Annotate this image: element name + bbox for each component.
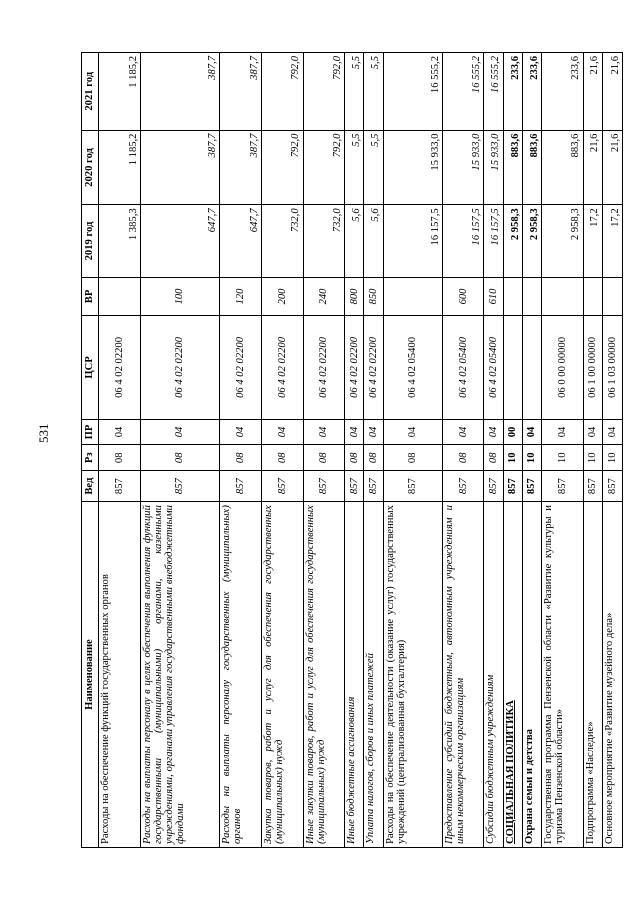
- row-name-text: Иные бюджетные ассигнования: [346, 696, 358, 844]
- amount-cell: 792,0: [261, 53, 303, 131]
- amount-cell: 17,2: [602, 205, 622, 277]
- code-cell: 06 1 03 00000: [602, 316, 622, 419]
- table-row: [99, 53, 141, 848]
- amount-cell: 387,7: [140, 53, 219, 131]
- table-row: [484, 53, 503, 848]
- row-name-text: Охрана семьи и детства: [523, 729, 535, 844]
- page-number: 531: [36, 423, 51, 443]
- code-cell: 240: [303, 277, 345, 316]
- code-cell: 600: [442, 277, 484, 316]
- amount-cell: 233,6: [503, 53, 522, 131]
- amount-cell: 732,0: [303, 205, 345, 277]
- amount-cell: 16 555,2: [484, 53, 503, 131]
- code-cell: 04: [383, 419, 442, 445]
- column-header: ПР: [82, 419, 99, 445]
- code-cell: [583, 277, 602, 316]
- code-cell: 850: [364, 277, 383, 316]
- amount-cell: 1 385,3: [99, 205, 141, 277]
- code-cell: 06 4 02 02200: [345, 316, 364, 419]
- code-cell: 08: [383, 445, 442, 471]
- code-cell: 10: [503, 445, 522, 471]
- table-row: [383, 53, 442, 848]
- amount-cell: 21,6: [583, 130, 602, 205]
- code-cell: 06 4 02 02200: [140, 316, 219, 419]
- amount-cell: 2 958,3: [503, 205, 522, 277]
- code-cell: 06 1 00 00000: [583, 316, 602, 419]
- amount-cell: 387,7: [220, 130, 262, 205]
- amount-cell: 5,5: [345, 130, 364, 205]
- column-header: Вед: [82, 471, 99, 502]
- code-cell: 200: [261, 277, 303, 316]
- row-name-cell: [261, 502, 303, 848]
- code-cell: 857: [484, 471, 503, 502]
- code-cell: 04: [583, 419, 602, 445]
- column-header: ВР: [82, 277, 99, 316]
- table-row: [140, 53, 219, 848]
- table-row: [303, 53, 345, 848]
- amount-cell: 647,7: [220, 205, 262, 277]
- row-name-cell: [484, 502, 503, 848]
- amount-cell: 21,6: [583, 53, 602, 131]
- code-cell: 08: [99, 445, 141, 471]
- amount-cell: 16 157,5: [484, 205, 503, 277]
- code-cell: 04: [220, 419, 262, 445]
- code-cell: 857: [303, 471, 345, 502]
- amount-cell: 883,6: [522, 130, 541, 205]
- column-header: 2020 год: [82, 130, 99, 205]
- code-cell: 00: [503, 419, 522, 445]
- row-name-text: Расходы на выплаты персоналу государственных (муниципальных) органов: [221, 505, 244, 844]
- row-name-cell: [383, 502, 442, 848]
- amount-cell: 2 958,3: [522, 205, 541, 277]
- code-cell: 610: [484, 277, 503, 316]
- row-name-text: Закупка товаров, работ и услуг для обеспечения государственных (муниципальных) нужд: [262, 505, 286, 844]
- code-cell: [541, 277, 583, 316]
- code-cell: [383, 277, 442, 316]
- row-name-text: Основное мероприятие «Развитие музейного дела»: [603, 612, 615, 844]
- row-name-cell: [99, 502, 141, 848]
- column-header: 2019 год: [82, 205, 99, 277]
- amount-cell: 1 185,2: [99, 53, 141, 131]
- code-cell: 10: [522, 445, 541, 471]
- code-cell: 04: [522, 419, 541, 445]
- code-cell: 10: [602, 445, 622, 471]
- amount-cell: 16 555,2: [442, 53, 484, 131]
- code-cell: 06 4 02 02200: [261, 316, 303, 419]
- amount-cell: 387,7: [140, 130, 219, 205]
- code-cell: 08: [303, 445, 345, 471]
- row-name-text: Подпрограмма «Наследие»: [584, 721, 596, 844]
- amount-cell: 792,0: [303, 130, 345, 205]
- amount-cell: 5,5: [364, 53, 383, 131]
- amount-cell: 16 555,2: [383, 53, 442, 131]
- row-name-cell: [503, 502, 522, 848]
- row-name-cell: [442, 502, 484, 848]
- table-row: [583, 53, 602, 848]
- code-cell: 10: [541, 445, 583, 471]
- row-name-cell: [602, 502, 622, 848]
- row-name-cell: [140, 502, 219, 848]
- table-row: [541, 53, 583, 848]
- column-header: 2021 год: [82, 53, 99, 131]
- amount-cell: 5,5: [364, 130, 383, 205]
- row-name-cell: [522, 502, 541, 848]
- code-cell: [503, 277, 522, 316]
- amount-cell: 16 157,5: [383, 205, 442, 277]
- row-name-text: Расходы на выплаты персоналу в целях обеспечения выполнения функций государственными (муниципальными) органами, казенными учреждениями, органами управления государственными внебюджетными фондами: [141, 505, 187, 844]
- code-cell: 857: [503, 471, 522, 502]
- code-cell: 06 4 02 05400: [442, 316, 484, 419]
- row-name-text: Предоставление субсидий бюджетным, автономным учреждениям и иным некоммерческим организациям: [443, 505, 466, 844]
- amount-cell: 15 933,0: [442, 130, 484, 205]
- code-cell: 857: [345, 471, 364, 502]
- amount-cell: 2 958,3: [541, 205, 583, 277]
- amount-cell: 16 157,5: [442, 205, 484, 277]
- code-cell: 06 4 02 05400: [383, 316, 442, 419]
- amount-cell: 5,6: [345, 205, 364, 277]
- amount-cell: 1 185,2: [99, 130, 141, 205]
- row-name-cell: [220, 502, 262, 848]
- column-header: Наименование: [82, 502, 99, 848]
- code-cell: 08: [140, 445, 219, 471]
- amount-cell: 792,0: [303, 53, 345, 131]
- table-container: [81, 52, 623, 848]
- amount-cell: 647,7: [140, 205, 219, 277]
- code-cell: 06 4 02 02200: [303, 316, 345, 419]
- code-cell: 04: [140, 419, 219, 445]
- code-cell: 857: [442, 471, 484, 502]
- code-cell: 04: [442, 419, 484, 445]
- row-name-cell: [303, 502, 345, 848]
- table-header-row: [82, 53, 99, 848]
- code-cell: 08: [442, 445, 484, 471]
- amount-cell: 15 933,0: [383, 130, 442, 205]
- code-cell: [522, 316, 541, 419]
- code-cell: 04: [484, 419, 503, 445]
- amount-cell: 792,0: [261, 130, 303, 205]
- code-cell: 857: [522, 471, 541, 502]
- amount-cell: 233,6: [522, 53, 541, 131]
- row-name-cell: [541, 502, 583, 848]
- code-cell: 857: [99, 471, 141, 502]
- code-cell: 857: [140, 471, 219, 502]
- code-cell: 06 4 02 05400: [484, 316, 503, 419]
- code-cell: 04: [99, 419, 141, 445]
- row-name-text: Государственная программа Пензенской области «Развитие культуры и туризма Пензенской области»: [542, 505, 566, 844]
- amount-cell: 732,0: [261, 205, 303, 277]
- table-row: [364, 53, 383, 848]
- table-row: [261, 53, 303, 848]
- amount-cell: 233,6: [541, 53, 583, 131]
- code-cell: 800: [345, 277, 364, 316]
- table-row: [345, 53, 364, 848]
- column-header: Рз: [82, 445, 99, 471]
- code-cell: 04: [602, 419, 622, 445]
- amount-cell: 5,6: [364, 205, 383, 277]
- amount-cell: 21,6: [602, 130, 622, 205]
- table-row: [602, 53, 622, 848]
- code-cell: 08: [345, 445, 364, 471]
- code-cell: 08: [220, 445, 262, 471]
- row-name-cell: [364, 502, 383, 848]
- table-row: [522, 53, 541, 848]
- code-cell: 04: [303, 419, 345, 445]
- row-name-text: Уплата налогов, сборов и иных платежей: [365, 653, 377, 844]
- row-name-cell: [583, 502, 602, 848]
- row-name-cell: [345, 502, 364, 848]
- row-name-text: СОЦИАЛЬНАЯ ПОЛИТИКА: [504, 700, 516, 844]
- code-cell: 04: [261, 419, 303, 445]
- code-cell: 08: [484, 445, 503, 471]
- code-cell: 857: [383, 471, 442, 502]
- amount-cell: 5,5: [345, 53, 364, 131]
- amount-cell: 883,6: [503, 130, 522, 205]
- code-cell: [503, 316, 522, 419]
- amount-cell: 15 933,0: [484, 130, 503, 205]
- column-header: ЦСР: [82, 316, 99, 419]
- table-row: [220, 53, 262, 848]
- code-cell: 04: [345, 419, 364, 445]
- code-cell: 04: [541, 419, 583, 445]
- code-cell: 06 4 02 02200: [220, 316, 262, 419]
- code-cell: [602, 277, 622, 316]
- table-row: [442, 53, 484, 848]
- code-cell: 08: [261, 445, 303, 471]
- code-cell: 08: [364, 445, 383, 471]
- code-cell: 04: [364, 419, 383, 445]
- code-cell: [99, 277, 141, 316]
- code-cell: 06 4 02 02200: [364, 316, 383, 419]
- row-name-text: Расходы на обеспечение деятельности (оказание услуг) государственных учреждений (централизованная бухгалтерия): [384, 505, 407, 844]
- amount-cell: 883,6: [541, 130, 583, 205]
- code-cell: 100: [140, 277, 219, 316]
- code-cell: 857: [220, 471, 262, 502]
- code-cell: 10: [583, 445, 602, 471]
- amount-cell: 21,6: [602, 53, 622, 131]
- code-cell: 857: [541, 471, 583, 502]
- code-cell: [522, 277, 541, 316]
- code-cell: 857: [602, 471, 622, 502]
- budget-table: [81, 52, 623, 848]
- row-name-text: Расходы на обеспечение функций государственных органов: [100, 574, 111, 844]
- table-body: [99, 53, 623, 848]
- row-name-text: Субсидии бюджетным учреждениям: [485, 674, 497, 844]
- row-name-text: Иные закупки товаров, работ и услуг для обеспечения государственных (муниципальных) нужд: [304, 505, 327, 844]
- code-cell: 06 4 02 02200: [99, 316, 141, 419]
- amount-cell: 387,7: [220, 53, 262, 131]
- code-cell: 06 0 00 00000: [541, 316, 583, 419]
- code-cell: 857: [583, 471, 602, 502]
- code-cell: 857: [261, 471, 303, 502]
- code-cell: 120: [220, 277, 262, 316]
- amount-cell: 17,2: [583, 205, 602, 277]
- table-row: [503, 53, 522, 848]
- code-cell: 857: [364, 471, 383, 502]
